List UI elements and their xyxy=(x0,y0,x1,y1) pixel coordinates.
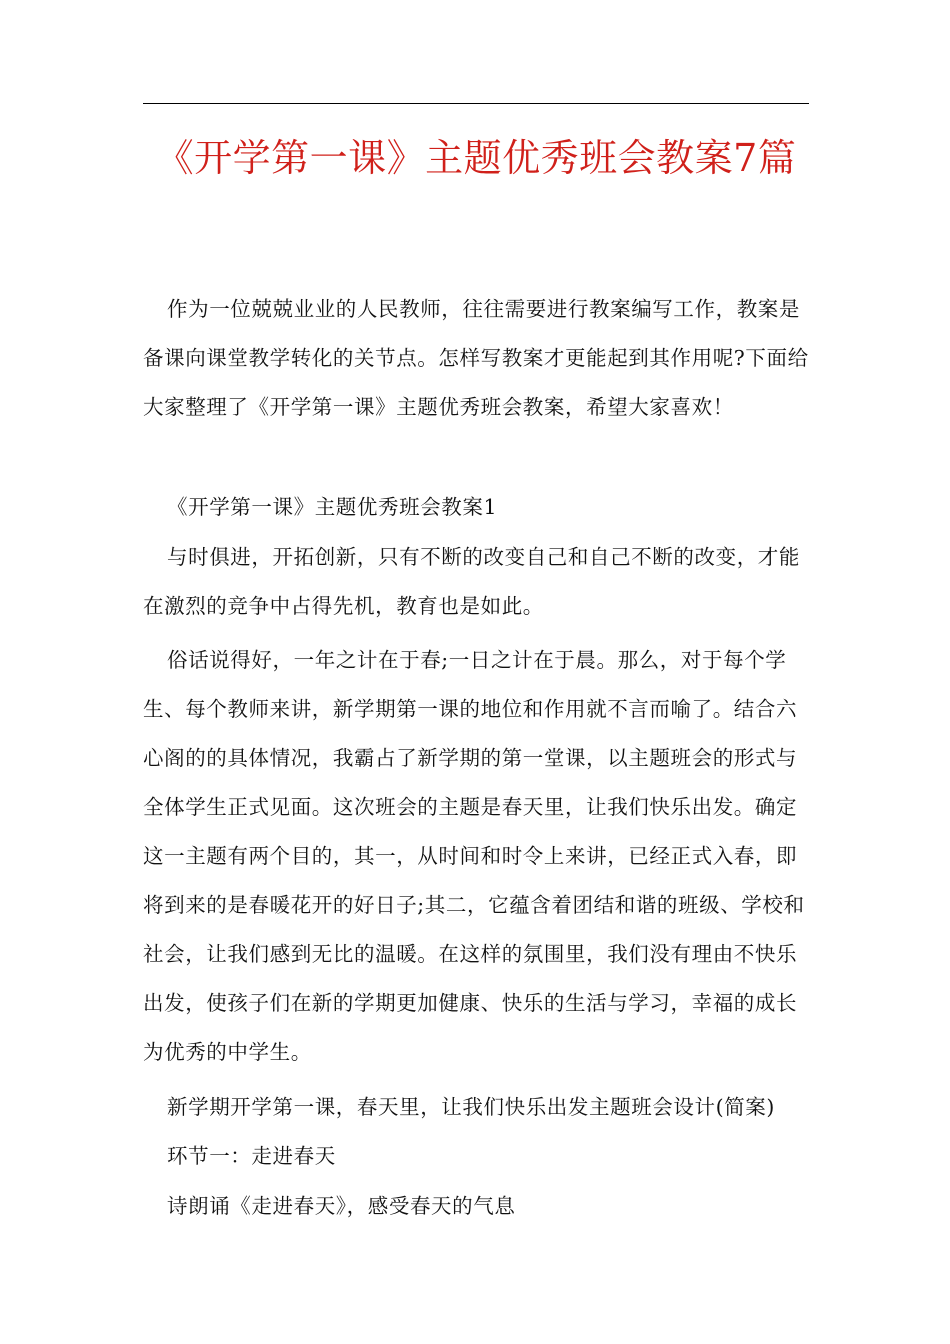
intro-paragraph: 作为一位兢兢业业的人民教师，往往需要进行教案编写工作，教案是备课向课堂教学转化的关节点。怎样写教案才更能起到其作用呢?下面给大家整理了《开学第一课》主题优秀班会教案，希望大家喜欢！ xyxy=(143,297,809,419)
step-activity: 诗朗诵《走进春天》，感受春天的气息 xyxy=(167,1194,516,1218)
design-title: 新学期开学第一课，春天里，让我们快乐出发主题班会设计(简案) xyxy=(167,1095,775,1119)
header-rule xyxy=(143,103,809,104)
step-heading: 环节一：走进春天 xyxy=(167,1144,336,1168)
section-heading: 《开学第一课》主题优秀班会教案1 xyxy=(167,495,498,519)
document-title: 《开学第一课》主题优秀班会教案7篇 xyxy=(155,136,797,180)
body-paragraph-2: 俗话说得好，一年之计在于春;一日之计在于晨。那么，对于每个学生、每个教师来讲，新学期第一课的地位和作用就不言而喻了。结合六心阁的的具体情况，我霸占了新学期的第一堂课，以主题班会的形式与全体学生正式见面。这次班会的主题是春天里，让我们快乐出发。确定这一主题有两个目的，其一，从时间和时令上来讲，已经正式入春，即将到来的是春暖花开的好日子;其二，它蕴含着团结和谐的班级、学校和社会，让我们感到无比的温暖。在这样的氛围里，我们没有理由不快乐出发，使孩子们在新的学期更加健康、快乐的生活与学习，幸福的成长为优秀的中学生。 xyxy=(143,648,805,1064)
body-paragraph-1: 与时俱进，开拓创新，只有不断的改变自己和自己不断的改变，才能在激烈的竞争中占得先机，教育也是如此。 xyxy=(143,545,800,618)
